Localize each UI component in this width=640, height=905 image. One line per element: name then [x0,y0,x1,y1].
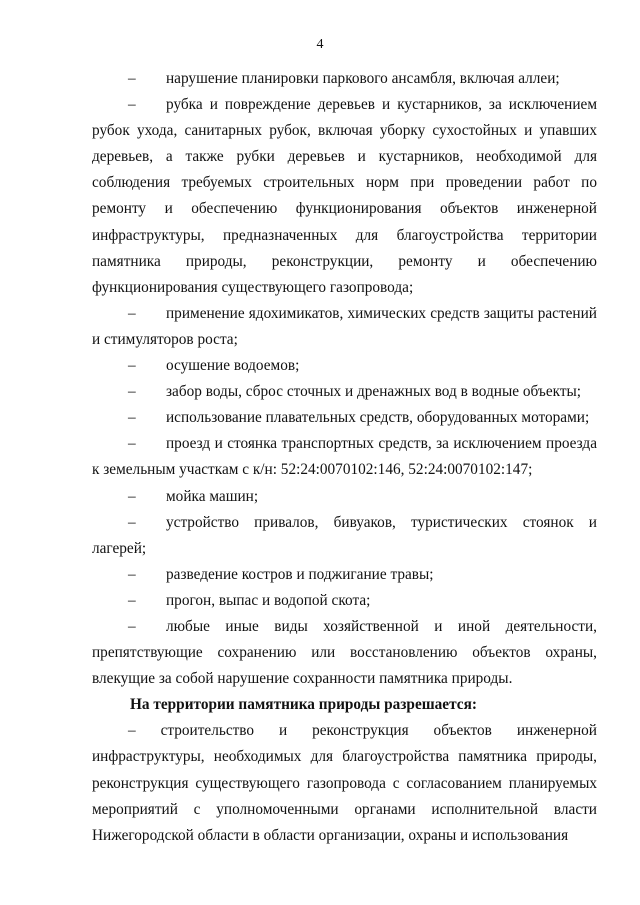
list-item [92,405,597,431]
list-item-text: использование плавательных средств, оборудованных моторами; [166,409,590,427]
list-item [92,588,597,614]
list-item-text: осушение водоемов; [166,357,300,375]
list-item [92,510,597,562]
list-item [92,353,597,379]
list-item [92,484,597,510]
list-dash: – [128,435,136,453]
list-dash: – [128,722,136,740]
list-dash: – [128,617,136,635]
list-item [92,562,597,588]
list-item-text: рубка и повреждение деревьев и кустарников, за исключением рубок ухода, санитарных рубок, включая уборку сухостойных и упавших деревьев, а также рубки деревьев и кустарников, необходимой для соблюдения требуемых строительных норм при проведении работ по ремонту и обеспечению функционирования объектов инженерной инфраструктуры, предназначенных для благоустройства территории памятника природы, реконструкции, ремонту и обеспечению функционирования существующего газопровода; [92,96,597,296]
section-heading: На территории памятника природы разрешается: [130,696,477,714]
list-dash: – [128,565,136,583]
list-item [92,301,597,353]
list-item [92,66,597,92]
page-number: 4 [316,37,324,52]
list-item [92,431,597,483]
list-dash: – [128,304,136,322]
allowed-item [92,718,597,848]
list-dash: – [128,70,136,87]
list-dash: – [128,487,136,505]
list-item [92,379,597,405]
list-item-text: забор воды, сброс сточных и дренажных вод в водные объекты; [166,383,582,401]
list-item-text: нарушение планировки паркового ансамбля, включая аллеи; [166,70,560,87]
allowed-item-text: строительство и реконструкция объектов инженерной инфраструктуры, необходимых для благоустройства памятника природы, реконструкция существующего газопровода с согласованием планируемых мероприятий с уполномоченными органами исполнительной власти Нижегородской области в области организации, охраны и использования [92,722,597,844]
document-body [92,66,597,849]
list-item-text: прогон, выпас и водопой скота; [166,591,371,609]
list-item-text: разведение костров и поджигание травы; [166,565,434,583]
list-dash: – [128,591,136,609]
list-dash: – [128,383,136,401]
list-item-text: применение ядохимикатов, химических средств защиты растений и стимуляторов роста; [92,304,597,348]
list-item-text: любые иные виды хозяйственной и иной деятельности, препятствующие сохранению или восстановлению объектов охраны, влекущие за собой нарушение сохранности памятника природы. [92,617,597,688]
list-dash: – [128,409,136,427]
list-item-text: устройство привалов, бивуаков, туристических стоянок и лагерей; [92,513,597,557]
list-item-text: проезд и стоянка транспортных средств, за исключением проезда к земельным участкам с к/н: 52:24:0070102:146, 52:24:0070102:147; [92,435,597,479]
list-item-text: мойка машин; [166,487,259,505]
list-dash: – [128,96,136,114]
list-item [92,92,597,301]
list-dash: – [128,513,136,531]
list-dash: – [128,357,136,375]
list-item [92,614,597,692]
